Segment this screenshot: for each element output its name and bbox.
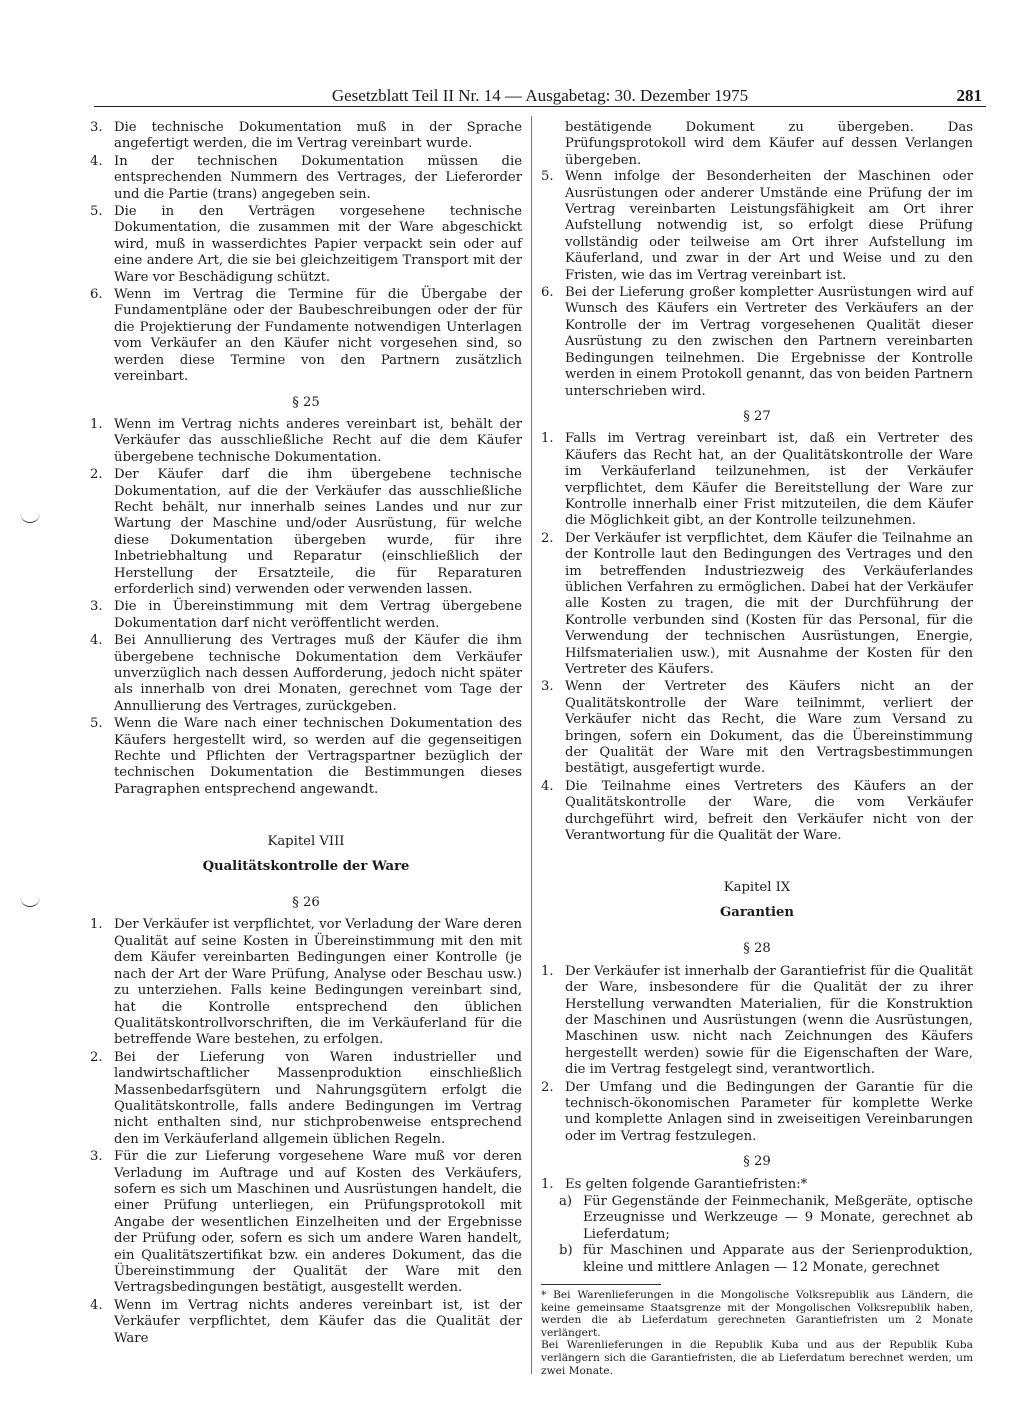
section-heading: § 27 [743, 408, 771, 424]
list-item: 3. Die in Übereinstimmung mit dem Vertrag übergebene Dokumentation darf nicht veröffentlicht werden. [90, 599, 522, 631]
margin-mark [20, 896, 40, 907]
footnote: Bei Warenlieferungen in die Republik Kuba und aus der Republik Kuba verlängern sich die Garantiefristen, die ab Lieferdatum berechnet werden, um zwei Monate. [541, 1339, 973, 1377]
section-heading: § 26 [292, 895, 320, 911]
right-column [541, 120, 973, 1377]
list-item: 5. Die in den Verträgen vorgesehene technische Dokumentation, die zusammen mit der Ware abgeschickt wird, muß in wasserdichtes Papier verpackt sein oder auf eine andere Art, die sie bei gleichzeitigem Transport mit der Ware vor Beschädigung schützt. [90, 204, 522, 285]
list-item: 5. Wenn infolge der Besonderheiten der Maschinen oder Ausrüstungen oder anderer Umstände eine Prüfung der im Vertrag vereinbarten Leistungsfähigkeit am Ort ihrer Aufstellung notwendig ist, so erfolgt diese Prüfung vollständig oder teilweise am Ort ihrer Aufstellung im Käuferland, und zwar in der Art und Weise und zu den Fristen, wie das im Vertrag vereinbart ist. [541, 169, 973, 283]
list-item: 2. Bei der Lieferung von Waren industrieller und landwirtschaftlicher Massenproduktion einschließlich Massenbedarfsgütern und Nahrungsgütern erfolgt die Qualitätskontrolle, falls andere Bedingungen im Vertrag nicht enthalten sind, nur stichprobenweise entsprechend den im Verkäuferland allgemein üblichen Regeln. [90, 1049, 522, 1147]
page-number: 281 [956, 86, 982, 105]
margin-mark [20, 512, 40, 523]
chapter-label: Kapitel VIII [267, 834, 345, 850]
section-heading: § 28 [743, 941, 771, 957]
list-item: 1. Wenn im Vertrag nichts anderes vereinbart ist, behält der Verkäufer das ausschließliche Recht auf die dem Käufer übergebene technische Dokumentation. [90, 416, 522, 465]
list-item: 3. Für die zur Lieferung vorgesehene Ware muß vor deren Verladung im Auftrage und auf Kosten des Verkäufers, sofern es sich um Maschinen und Ausrüstungen handelt, die einer Prüfung unterliegen, ein Prüfungsprotokoll mit Angabe der wesentlichen Einzelheiten und der Ergebnisse der Prüfung oder, sofern es sich um andere Waren handelt, ein Qualitätszertifikat bzw. ein anderes Dokument, das die Übereinstimmung der Qualität der Ware mit den Vertragsbedingungen bestätigt, ausgestellt werden. [90, 1149, 522, 1296]
header-rule [94, 106, 986, 107]
list-item: 4. Die Teilnahme eines Vertreters des Käufers an der Qualitätskontrolle der Ware, die vom Verkäufer durchgeführt wird, befreit den Verkäufer nicht von der Verantwortung für die Qualität der Ware. [541, 778, 973, 844]
section-heading: § 25 [292, 394, 320, 410]
footnote-rule [541, 1284, 661, 1285]
chapter-label: Kapitel IX [723, 880, 791, 896]
list-item: 2. Der Käufer darf die ihm übergebene technische Dokumentation, auf die der Verkäufer das ausschließliche Recht behält, nur innerhalb seines Landes und nur zur Wartung der Maschine und/oder Ausrüstung, für welche diese Dokumentation übergeben wurde, für ihre Inbetriebhaltung und Reparatur (einschließlich der Herstellung der Ersatzteile, die für Reparaturen erforderlich sind) verwenden oder verwenden lassen. [90, 467, 522, 597]
chapter-title: Garantien [720, 904, 794, 920]
sub-list-item: a) Für Gegenstände der Feinmechanik, Meßgeräte, optische Erzeugnisse und Werkzeuge — 9 Monate, gerechnet ab Lieferdatum; [559, 1193, 973, 1242]
list-item: 3. Wenn der Vertreter des Käufers nicht an der Qualitätskontrolle der Ware teilnimmt, verliert der Verkäufer nicht das Recht, die Ware zum Versand zu bringen, sofern ein Dokument, das die Übereinstimmung der Qualität der Ware mit den Vertragsbestimmungen bestätigt, ausgefertigt wurde. [541, 679, 973, 777]
left-column [90, 120, 522, 1348]
column-divider [531, 116, 532, 1374]
list-item: 6. Bei der Lieferung großer kompletter Ausrüstungen wird auf Wunsch des Käufers ein Vertreter des Verkäufers an der Kontrolle der im Vertrag vorgesehenen Qualität dieser Ausrüstung zu den zwischen den Partnern vereinbarten Bedingungen teilnehmen. Die Ergebnisse der Kontrolle werden in einem Protokoll genannt, das von beiden Partnern unterschrieben wird. [541, 285, 974, 399]
header-title: Gesetzblatt Teil II Nr. 14 — Ausgabetag: 30. Dezember 1975 [331, 86, 749, 105]
list-item: 1. Der Verkäufer ist innerhalb der Garantiefrist für die Qualität der Ware, insbesondere für die Qualität der zu ihrer Herstellung verwandten Materialien, für die Konstruktion der Maschinen und Ausrüstungen (wenn die Ausrüstungen, Maschinen usw. nicht nach Zeichnungen des Käufers hergestellt werden) sowie für die Eigenschaften der Ware, die im Vertrag festgelegt sind, verantwortlich. [541, 963, 973, 1078]
section-heading: § 29 [743, 1154, 771, 1170]
page-header [94, 84, 986, 108]
chapter-title: Qualitätskontrolle der Ware [202, 858, 410, 874]
list-item: 1. Es gelten folgende Garantiefristen:* [541, 1176, 808, 1192]
footnote: * Bei Warenlieferungen in die Mongolische Volksrepublik aus Ländern, die keine gemeinsame Staatsgrenze mit der Mongolischen Volksrepublik haben, werden die ab Lieferdatum gerechneten Garantiefristen um 2 Monate verlängert. [541, 1289, 973, 1339]
list-item: 3. Die technische Dokumentation muß in der Sprache angefertigt werden, die im Vertrag vereinbart wurde. [90, 120, 522, 152]
list-item: 4. In der technischen Dokumentation müssen die entsprechenden Nummern des Vertrages, der Lieferorder und die Partie (trans) angegeben sein. [90, 153, 522, 202]
list-item: 5. Wenn die Ware nach einer technischen Dokumentation des Käufers hergestellt wird, so werden auf die gegenseitigen Rechte und Pflichten der Vertragspartner bezüglich der technischen Dokumentation die Bestimmungen dieses Paragraphen entsprechend angewandt. [90, 716, 522, 797]
list-item: 6. Wenn im Vertrag die Termine für die Übergabe der Fundamentpläne oder der Baubeschreibungen oder der für die Projektierung der Fundamente notwendigen Unterlagen vom Verkäufer an den Käufer nicht vorgesehen sind, so werden diese Termine von den Partnern zusätzlich vereinbart. [90, 287, 522, 385]
continuation-text: bestätigende Dokument zu übergeben. Das Prüfungsprotokoll wird dem Käufer auf dessen Verlangen übergeben. [565, 120, 973, 168]
list-item: 2. Der Umfang und die Bedingungen der Garantie für die technisch-ökonomischen Parameter für komplette Werke und komplette Anlagen sind in zweiseitigen Vereinbarungen oder im Vertrag festzulegen. [541, 1079, 973, 1144]
sub-list-item: b) für Maschinen und Apparate aus der Serienproduktion, kleine und mittlere Anlagen — 12 Monate, gerechnet [559, 1243, 973, 1275]
list-item: 2. Der Verkäufer ist verpflichtet, dem Käufer die Teilnahme an der Kontrolle laut den Bedingungen des Vertrages und den im betreffenden Industriezweig des Verkäuferlandes üblichen Verfahren zu ermöglichen. Dabei hat der Verkäufer alle Kosten zu tragen, die mit der Durchführung der Kontrolle verbunden sind (Kosten für das Personal, für die Verwendung der technischen Ausrüstungen, Energie, Hilfsmaterialien usw.), mit Ausnahme der Kosten für den Vertreter des Käufers. [541, 530, 973, 677]
list-item: 1. Falls im Vertrag vereinbart ist, daß ein Vertreter des Käufers das Recht hat, an der Qualitätskontrolle der Ware im Verkäuferland teilzunehmen, ist der Verkäufer verpflichtet, dem Käufer die Bereitstellung der Ware zur Kontrolle innerhalb einer Frist mitzuteilen, die dem Käufer die Möglichkeit gibt, an der Kontrolle teilzunehmen. [541, 431, 973, 529]
list-item: 4. Wenn im Vertrag nichts anderes vereinbart ist, ist der Verkäufer verpflichtet, dem Käufer das die Qualität der Ware [90, 1297, 522, 1346]
list-item: 4. Bei Annullierung des Vertrages muß der Käufer die ihm übergebene technische Dokumentation dem Verkäufer unverzüglich nach dessen Aufforderung, jedoch nicht später als innerhalb von drei Monaten, gerechnet vom Tage der Annullierung des Vertrages, zurückgeben. [90, 633, 522, 714]
list-item: 1. Der Verkäufer ist verpflichtet, vor Verladung der Ware deren Qualität auf seine Kosten in Übereinstimmung mit den mit dem Käufer vereinbarten Bedingungen einer Kontrolle (je nach der Art der Ware Prüfung, Analyse oder Beschau usw.) zu unterziehen. Falls keine Bedingungen vereinbart sind, hat die Kontrolle entsprechend den üblichen Qualitätskontrollvorschriften, die im Verkäuferland für die betreffende Ware bestehen, zu erfolgen. [90, 917, 522, 1048]
